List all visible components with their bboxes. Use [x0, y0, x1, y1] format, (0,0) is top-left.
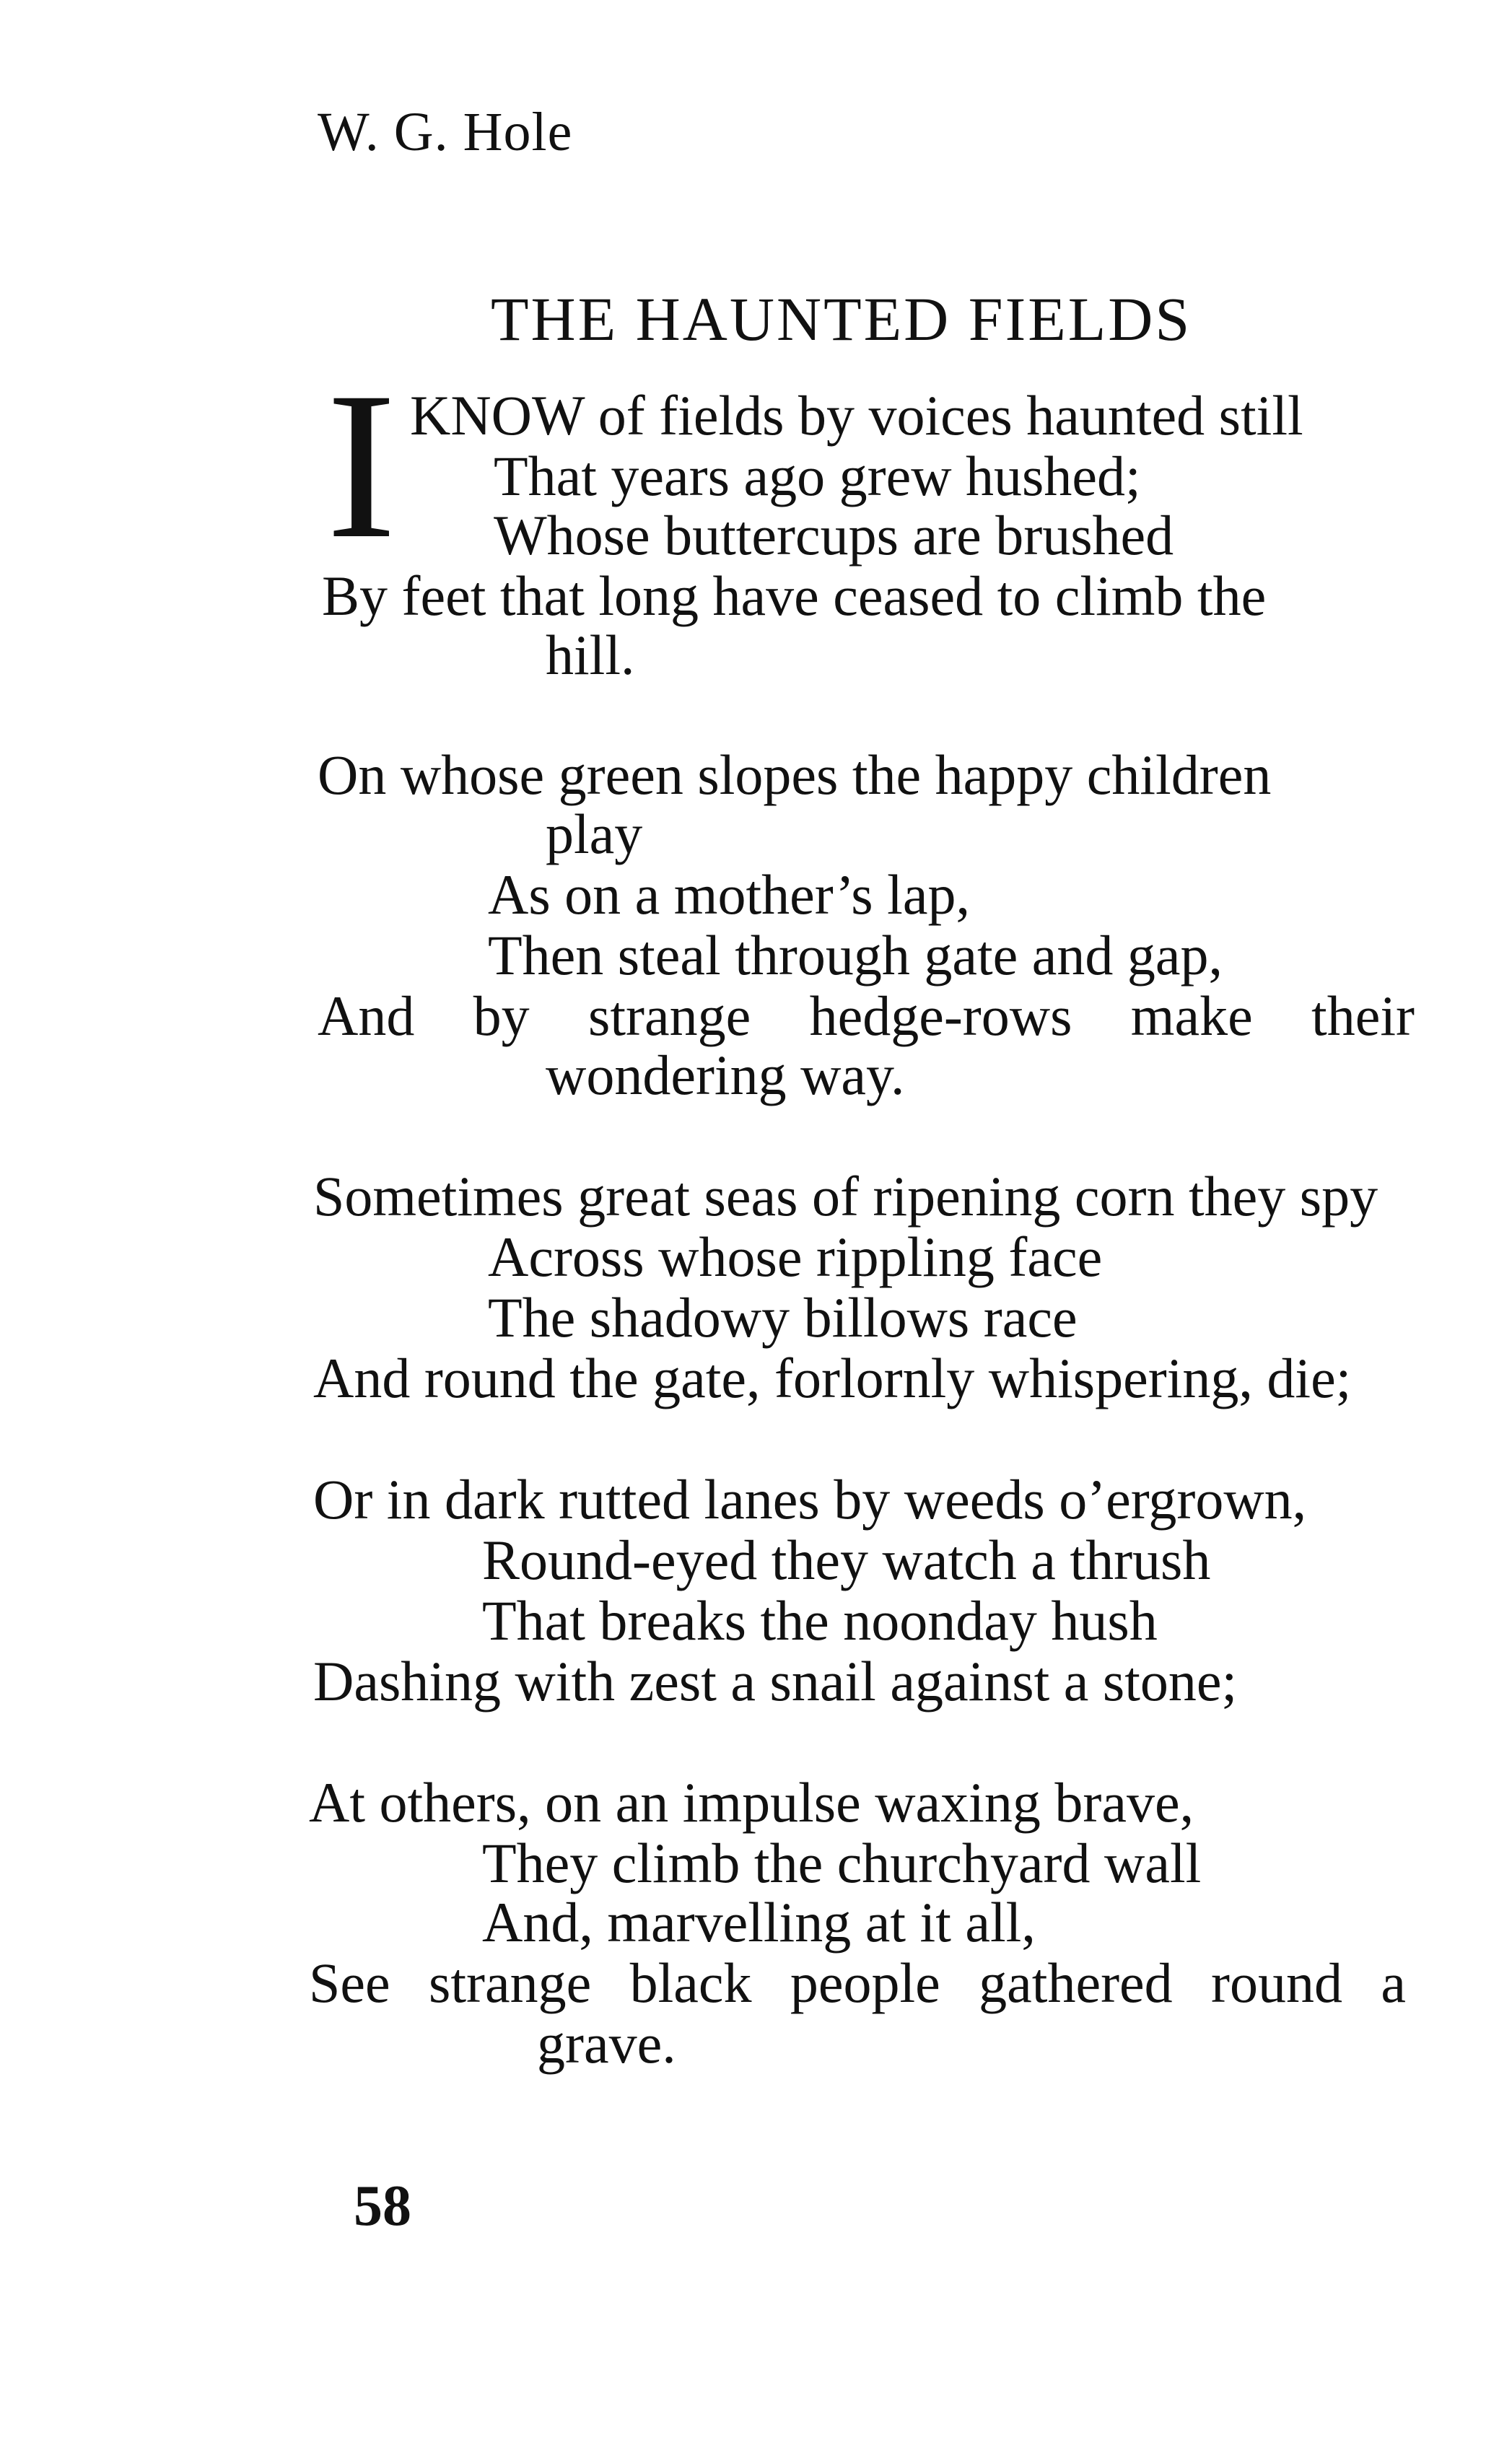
poem-line: Round-eyed they watch a thrush [482, 1528, 1211, 1591]
drop-cap: I [326, 349, 397, 582]
poem-line: And, marvelling at it all, [482, 1891, 1036, 1954]
poem-line: grave. [537, 2012, 676, 2075]
poem-line: Sometimes great seas of ripening corn they spy [313, 1165, 1378, 1228]
poem-title: THE HAUNTED FIELDS [491, 284, 1192, 354]
poem-line: By feet that long have ceased to climb the [322, 564, 1267, 627]
poem-line: That breaks the noonday hush [482, 1589, 1158, 1652]
poem-line: The shadowy billows race [488, 1286, 1078, 1349]
poem-line: Dashing with zest a snail against a stone; [313, 1650, 1238, 1713]
poem-line: wondering way. [546, 1044, 905, 1106]
poem-line: And by strange hedge-rows make their [318, 984, 1415, 1047]
poem-line: As on a mother’s lap, [488, 863, 970, 926]
author-header: W. G. Hole [318, 102, 573, 162]
poem-line: On whose green slopes the happy children [318, 743, 1272, 806]
poem-line: hill. [546, 624, 635, 686]
poem-line: Across whose rippling face [488, 1225, 1103, 1288]
page-number: 58 [354, 2174, 411, 2238]
poem-line: They climb the churchyard wall [482, 1832, 1202, 1894]
poem-line: Whose buttercups are brushed [494, 504, 1174, 567]
poem-line: Then steal through gate and gap, [488, 924, 1223, 987]
poem-line: Or in dark rutted lanes by weeds o’ergrown, [313, 1468, 1307, 1531]
poem-line: At others, on an impulse waxing brave, [309, 1771, 1194, 1834]
poem-line: That years ago grew hushed; [494, 445, 1141, 507]
poem-line: See strange black people gathered round a [309, 1951, 1406, 2014]
poem-line: play [546, 802, 643, 865]
poem-line: KNOW of fields by voices haunted still [410, 384, 1303, 447]
poem-line: And round the gate, forlornly whispering, die; [313, 1347, 1352, 1409]
